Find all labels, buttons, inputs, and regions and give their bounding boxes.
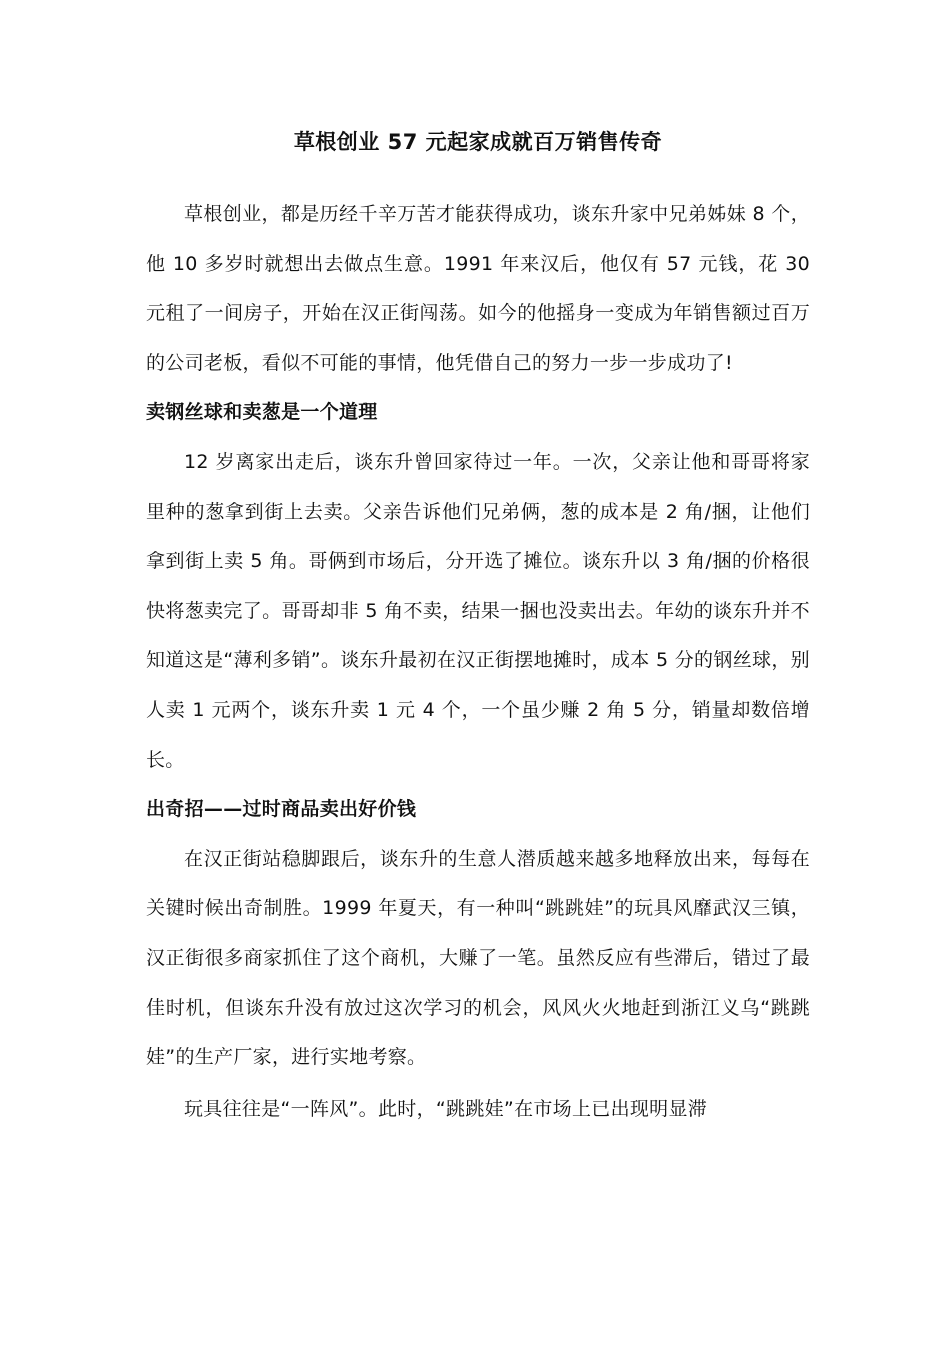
document-title: 草根创业 57 元起家成就百万销售传奇 [293,130,663,154]
paragraph-jumping-doll: 在汉正街站稳脚跟后，谈东升的生意人潜质越来越多地释放出来，每每在关键时候出奇制胜。1999 年夏天，有一种叫“跳跳娃”的玩具风靡武汉三镇，汉正街很多商家抓住了这个商机，大赚了一笔。虽然反应有些滞后，错过了最佳时机，但谈东升没有放过这次学习的机会，风风火火地赶到浙江义乌“跳跳娃”的生产厂家，进行实地考察。 [146,847,810,1069]
paragraph-toy-trend: 玩具往往是“一阵风”。此时，“跳跳娃”在市场上已出现明显滞 [184,1097,708,1120]
document-body [146,190,810,1134]
section-heading-surprise-move: 出奇招——过时商品卖出好价钱 [146,798,417,821]
paragraph-intro: 草根创业，都是历经千辛万苦才能获得成功，谈东升家中兄弟姊妹 8 个，他 10 多岁时就想出去做点生意。1991 年来汉后，他仅有 57 元钱，花 30 元租了一间房子，开始在汉正街闯荡。如今的他摇身一变成为年销售额过百万的公司老板，看似不可能的事情，他凭借自己的努力一步一步成功了! [146,203,810,374]
paragraph-selling-onions: 12 岁离家出走后，谈东升曾回家待过一年。一次，父亲让他和哥哥将家里种的葱拿到街上去卖。父亲告诉他们兄弟俩，葱的成本是 2 角/捆，让他们拿到街上卖 5 角。哥俩到市场后，分开选了摊位。谈东升以 3 角/捆的价格很快将葱卖完了。哥哥却非 5 角不卖，结果一捆也没卖出去。年幼的谈东升并不知道这是“薄利多销”。谈东升最初在汉正街摆地摊时，成本 5 分的钢丝球，别人卖 1 元两个，谈东升卖 1 元 4 个，一个虽少赚 2 角 5 分，销量却数倍增长。 [146,450,810,771]
section-heading-steel-wool: 卖钢丝球和卖葱是一个道理 [146,401,378,424]
